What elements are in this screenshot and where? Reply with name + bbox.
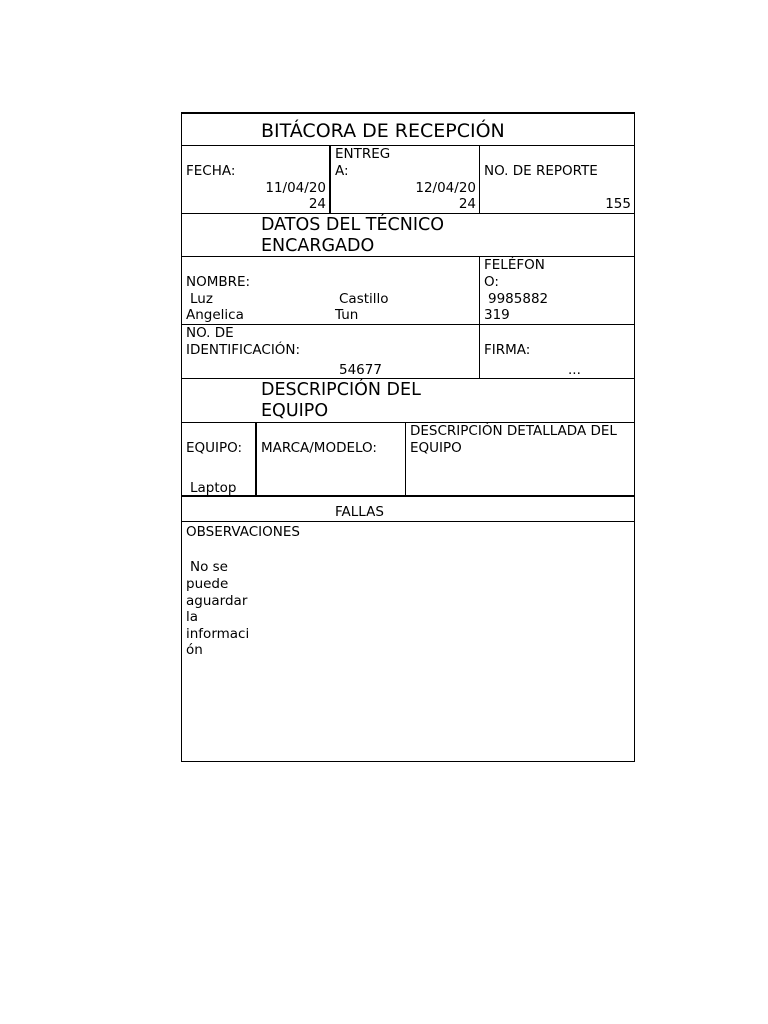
equipo-value: Laptop <box>190 480 237 496</box>
equipo-label: EQUIPO: <box>186 440 243 456</box>
marca-label: MARCA/MODELO: <box>261 440 377 456</box>
telefono-value-line2: 319 <box>484 307 510 323</box>
equipo-heading-line1: DESCRIPCIÓN DEL <box>261 380 421 400</box>
detalle-label-line1: DESCRIPCIÓN DETALLADA DEL <box>410 423 617 439</box>
fallas-heading-row <box>182 497 634 522</box>
reporte-label: NO. DE REPORTE <box>484 163 598 179</box>
telefono-label-line2: O: <box>484 274 499 290</box>
nombre-label: NOMBRE: <box>186 274 251 290</box>
nombre-cell <box>182 257 480 324</box>
firma-cell <box>480 325 634 378</box>
reporte-value: 155 <box>605 196 631 212</box>
observaciones-area <box>182 522 634 762</box>
entrega-cell <box>331 146 480 213</box>
observaciones-label: OBSERVACIONES <box>186 524 300 540</box>
detalle-cell <box>406 423 634 495</box>
marca-cell <box>257 423 406 495</box>
fecha-cell <box>182 146 331 213</box>
last-name-line1: Castillo <box>339 291 389 307</box>
dates-row <box>182 146 634 214</box>
equipo-row <box>182 423 634 497</box>
observaciones-line: puede <box>186 576 229 592</box>
fecha-value-line2: 24 <box>308 196 326 212</box>
telefono-cell <box>480 257 634 324</box>
entrega-value-line1: 12/04/20 <box>415 180 476 196</box>
observaciones-line: ón <box>186 642 203 658</box>
firma-label: FIRMA: <box>484 342 531 358</box>
firma-value: ... <box>568 362 581 378</box>
fecha-value-line1: 11/04/20 <box>265 180 326 196</box>
reporte-cell <box>480 146 634 213</box>
observaciones-line: la <box>186 609 199 625</box>
form-title: BITÁCORA DE RECEPCIÓN <box>261 120 505 142</box>
equipo-heading-line2: EQUIPO <box>261 401 329 421</box>
observaciones-line: informaci <box>186 626 250 642</box>
reception-log-form <box>181 112 635 762</box>
entrega-label-line2: A: <box>335 163 349 179</box>
entrega-label-line1: ENTREG <box>335 146 391 162</box>
telefono-label-line1: FELÉFON <box>484 257 545 273</box>
id-label-line1: NO. DE <box>186 325 234 341</box>
detalle-label-line2: EQUIPO <box>410 440 462 456</box>
fecha-label: FECHA: <box>186 163 236 179</box>
observaciones-line: No se <box>190 559 228 575</box>
id-label-line2: IDENTIFICACIÓN: <box>186 342 301 358</box>
telefono-value-line1: 9985882 <box>488 291 549 307</box>
nombre-row <box>182 257 634 325</box>
equipo-cell <box>182 423 257 495</box>
observaciones-line: aguardar <box>186 593 248 609</box>
last-name-line2: Tun <box>335 307 359 323</box>
first-name-line1: Luz <box>190 291 213 307</box>
fallas-heading: FALLAS <box>335 504 384 520</box>
title-row <box>182 114 634 146</box>
identificacion-cell <box>182 325 480 378</box>
identificacion-row <box>182 325 634 379</box>
tecnico-heading-line2: ENCARGADO <box>261 236 375 256</box>
tecnico-heading-line1: DATOS DEL TÉCNICO <box>261 215 444 235</box>
id-value: 54677 <box>339 362 382 378</box>
first-name-line2: Angelica <box>186 307 244 323</box>
tecnico-heading-row <box>182 214 634 257</box>
equipo-heading-row <box>182 379 634 423</box>
entrega-value-line2: 24 <box>458 196 476 212</box>
